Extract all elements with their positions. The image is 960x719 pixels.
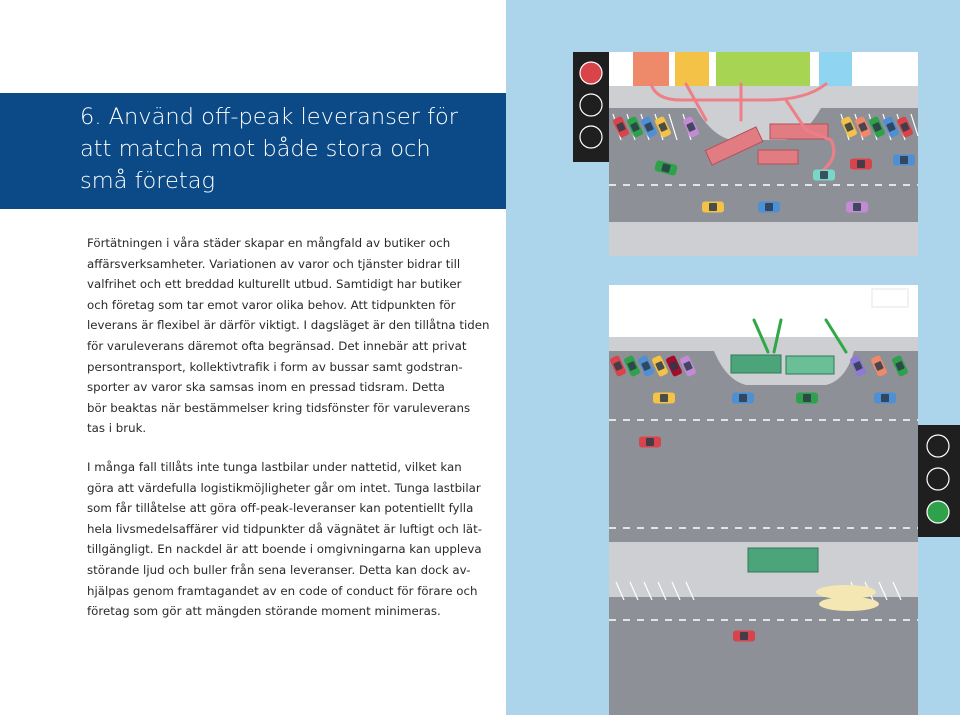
headlight-beam — [816, 585, 876, 599]
road — [609, 597, 918, 715]
shop-block — [633, 52, 669, 86]
offpeak-scene — [609, 285, 960, 577]
body-paragraph-1 — [87, 233, 490, 439]
street-illustration-svg — [506, 0, 960, 715]
red-light — [927, 435, 949, 457]
delivery-truck — [731, 355, 781, 373]
text-line: bör beaktas när bestämmelser kring tidsfönster för varuleverans — [87, 400, 471, 415]
text-line: hela livsmedelsaffärer vid tidpunkter då vägnätet är luftigt och lät- — [87, 521, 483, 536]
street-illustration — [506, 0, 960, 715]
text-line: för varuleverans däremot ofta begränsad. Det innebär att privat — [87, 338, 467, 353]
moving-car — [850, 159, 872, 170]
title-line: att matcha mot både stora och — [80, 136, 431, 162]
text-line: valfrihet och ett breddad kulturellt utbud. Samtidigt har butiker — [87, 277, 462, 292]
moving-car — [796, 393, 818, 404]
night-delivery-truck — [748, 548, 818, 572]
sidewalk — [609, 222, 918, 256]
page-title — [80, 101, 500, 197]
traffic-light-night — [918, 425, 960, 537]
text-line: leverans är flexibel är därför viktigt. I dagsläget är den tillåtna tiden — [87, 318, 490, 333]
text-line: hjälpas genom framtagandet av en code of conduct för förare och — [87, 583, 478, 598]
text-line: affärsverksamheter. Variationen av varor och tjänster bidrar till — [87, 256, 461, 271]
amber-light — [580, 94, 602, 116]
text-line: göra att värdefulla logistikmöjligheter går om intet. Tunga lastbilar — [87, 480, 481, 495]
text-line: Förtätningen i våra städer skapar en mångfald av butiker och — [87, 236, 451, 250]
delivery-truck — [758, 150, 798, 164]
text-line: störande ljud och buller från sena leveranser. Detta kan dock av- — [87, 562, 471, 577]
text-line: persontransport, kollektivtrafik i form av bussar samt godstran- — [87, 359, 463, 374]
text-line: sporter av varor ska samsas inom en pressad tidsram. Detta — [87, 380, 445, 395]
amber-light — [927, 468, 949, 490]
title-line: 6. Använd off-peak leveranser för — [80, 104, 459, 130]
green-light — [927, 501, 949, 523]
moving-car — [893, 155, 915, 166]
shop-block — [675, 52, 709, 86]
text-line: tillgängligt. En nackdel är att boende i omgivningarna kan uppleva — [87, 542, 482, 557]
text-line: och företag som tar emot varor olika behov. Att tidpunkten för — [87, 297, 456, 312]
body-paragraph-2 — [87, 457, 483, 622]
moving-car — [702, 202, 724, 213]
sidewalk — [609, 86, 918, 108]
text-line: som får tillåtelse att göra off-peak-leveranser kan potentiellt fylla — [87, 501, 474, 516]
traffic-light-day — [573, 52, 609, 162]
text-line: I många fall tillåts inte tunga lastbilar under nattetid, vilket kan — [87, 460, 462, 474]
moving-car — [846, 202, 868, 213]
moving-car — [758, 202, 780, 213]
title-line: små företag — [80, 168, 215, 194]
text-line: företag som gör att mängden störande moment minimeras. — [87, 604, 441, 619]
shop-window — [872, 289, 908, 307]
moving-car — [639, 437, 661, 448]
moving-car — [732, 393, 754, 404]
headlight-beam — [819, 597, 879, 611]
moving-car — [874, 393, 896, 404]
green-light — [580, 126, 602, 148]
moving-car — [813, 170, 835, 181]
shop-block — [819, 52, 852, 86]
red-light — [580, 62, 602, 84]
delivery-truck — [786, 356, 834, 374]
shop-block — [716, 52, 810, 86]
moving-car — [733, 631, 755, 642]
daytime-scene — [573, 52, 918, 256]
moving-car — [653, 393, 675, 404]
text-line: tas i bruk. — [87, 421, 147, 436]
